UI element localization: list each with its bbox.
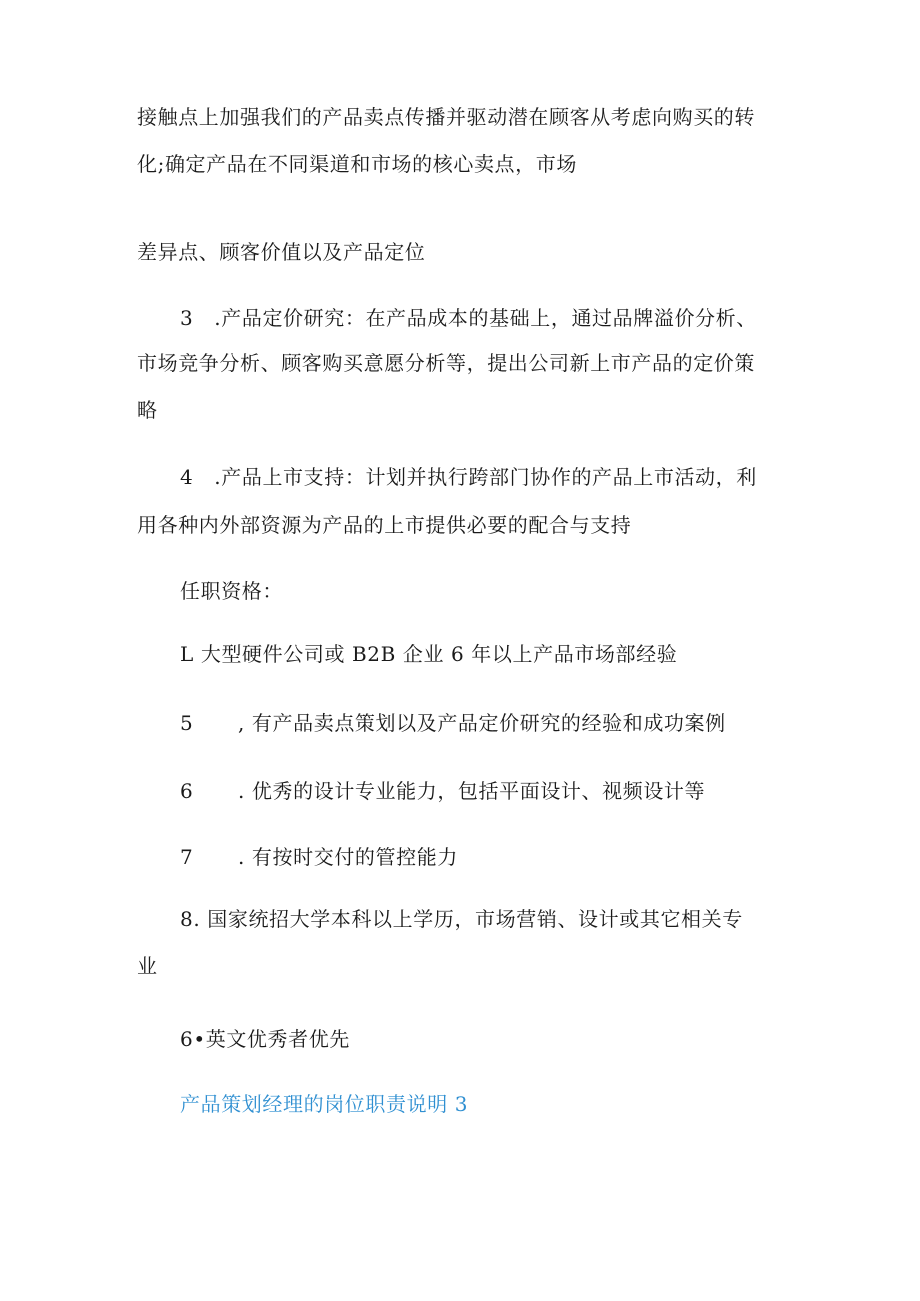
- intro-line-2: 化;确定产品在不同渠道和市场的核心卖点，市场: [137, 152, 577, 176]
- qualification-8-line-1: 8. 国家统招大学本科以上学历，市场营销、设计或其它相关专: [180, 907, 743, 931]
- qualification-5: [180, 709, 726, 737]
- item-3-line-2: 市场竞争分析、顾客购买意愿分析等，提出公司新上市产品的定价策: [137, 351, 755, 375]
- qualification-1: L 大型硬件公司或 B2B 企业 6 年以上产品市场部经验: [180, 642, 678, 666]
- section-heading-link[interactable]: 产品策划经理的岗位职责说明 3: [180, 1092, 469, 1116]
- qualification-5-text: , 有产品卖点策划以及产品定价研究的经验和成功案例: [238, 711, 726, 735]
- item-4-line-2: 用各种内外部资源为产品的上市提供必要的配合与支持: [137, 513, 632, 537]
- qualification-7-number: 7: [180, 845, 194, 869]
- qualification-6-number: 6: [180, 779, 194, 803]
- item-3-line-3: 略: [137, 398, 158, 422]
- qualification-7-text: . 有按时交付的管控能力: [238, 845, 458, 869]
- qualification-6: [180, 777, 705, 805]
- item-4-number: 4: [180, 465, 194, 489]
- intro-line-1: 接触点上加强我们的产品卖点传播并驱动潜在顾客从考虑向购买的转: [137, 105, 755, 129]
- qualification-5-number: 5: [180, 711, 194, 735]
- item-4-text: .产品上市支持：计划并执行跨部门协作的产品上市活动，利: [214, 465, 757, 489]
- qualification-6-text: . 优秀的设计专业能力，包括平面设计、视频设计等: [238, 779, 706, 803]
- qualification-9: 6•英文优秀者优先: [180, 1027, 350, 1051]
- item-3-text: .产品定价研究：在产品成本的基础上，通过品牌溢价分析、: [214, 306, 757, 330]
- qualification-7: [180, 843, 458, 871]
- item-4-line-1: [180, 463, 757, 491]
- qualifications-title: 任职资格：: [180, 579, 283, 603]
- qualification-8-line-2: 业: [137, 954, 158, 978]
- item-3-number: 3: [180, 306, 194, 330]
- item-3-line-1: [180, 304, 757, 332]
- intro-line-3: 差异点、顾客价值以及产品定位: [137, 240, 426, 264]
